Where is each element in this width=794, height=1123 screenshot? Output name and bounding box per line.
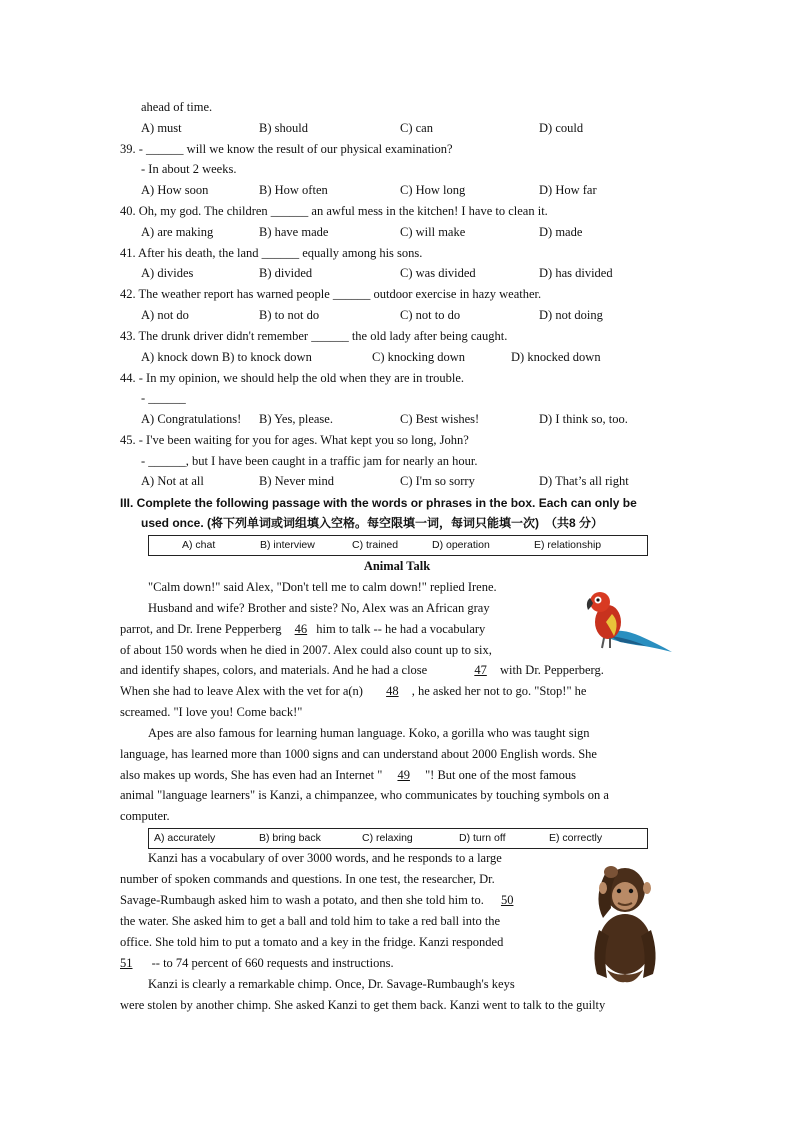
p2-line-5: computer. <box>120 809 170 823</box>
q44-option-c: C) Best wishes! <box>400 412 480 426</box>
p4-line-2: were stolen by another chimp. She asked Kanzi to get them back. Kanzi went to talk to the guilty <box>120 998 606 1012</box>
q43-stem: 43. The drunk driver didn't remember ______ the old lady after being caught. <box>120 329 508 343</box>
p2-line-3a: also makes up words, She has even had an Internet " <box>120 768 383 782</box>
p1-line-3a: parrot, and Dr. Irene Pepperberg <box>120 622 282 636</box>
q42-option-b: B) to not do <box>259 308 320 322</box>
p1-line-5a: and identify shapes, colors, and materials. And he had a close <box>120 663 428 677</box>
blank-50: 50 <box>500 893 514 907</box>
q41-option-b: B) divided <box>259 266 313 280</box>
word-box-2-item: B) bring back <box>259 832 321 844</box>
blank-48: 48 <box>386 684 399 698</box>
p2-line-4: animal "language learners" is Kanzi, a chimpanzee, who communicates by touching symbols on a <box>120 788 609 802</box>
q40-option-b: B) have made <box>259 225 329 239</box>
blank-47: 47 <box>474 663 487 677</box>
q42-option-d: D) not doing <box>539 308 603 322</box>
q40-option-c: C) will make <box>400 225 466 239</box>
q39-option-c: C) How long <box>400 183 466 197</box>
p1-line-1: "Calm down!" said Alex, "Don't tell me to calm down!" replied Irene. <box>148 580 497 594</box>
p3-line-1: Kanzi has a vocabulary of over 3000 words, and he responds to a large <box>148 851 502 865</box>
word-box-2-item: C) relaxing <box>362 832 413 844</box>
p3-line-5: office. She told him to put a tomato and a key in the fridge. Kanzi responded <box>120 935 504 949</box>
q44-reply: - ______ <box>141 391 186 405</box>
chimpanzee-picture <box>589 858 661 986</box>
q41-option-d: D) has divided <box>539 266 613 280</box>
word-box-2-item: E) correctly <box>549 832 603 844</box>
p2-line-3 <box>120 767 576 783</box>
q40-option-a: A) are making <box>141 225 214 239</box>
q41-option-c: C) was divided <box>400 266 476 280</box>
q43-option-d: D) knocked down <box>511 350 601 364</box>
q44-stem: 44. - In my opinion, we should help the old when they are in trouble. <box>120 371 465 385</box>
p3-line-4: the water. She asked him to get a ball and told him to take a red ball into the <box>120 914 501 928</box>
q45-option-c: C) I'm so sorry <box>400 474 475 488</box>
p3-line-6 <box>120 955 394 971</box>
blank-51: 51 <box>120 956 133 970</box>
q38-option-b: B) should <box>259 121 308 135</box>
q42-option-a: A) not do <box>141 308 189 322</box>
p2-line-2: language, has learned more than 1000 signs and can understand about 2000 English words. She <box>120 747 597 761</box>
word-box-2 <box>148 828 648 849</box>
p1-line-2: Husband and wife? Brother and siste? No, Alex was an African gray <box>148 601 490 615</box>
p3-line-2: number of spoken commands and questions. In one test, the researcher, Dr. <box>120 872 495 886</box>
word-box-1-item: A) chat <box>182 539 216 551</box>
q39-stem: 39. - ______ will we know the result of our physical examination? <box>120 142 453 156</box>
p3-line-3 <box>120 892 515 908</box>
q43-option-c: C) knocking down <box>372 350 466 364</box>
section-3-heading: III. Complete the following passage with the words or phrases in the box. Each can only be <box>120 496 637 510</box>
passage-title: Animal Talk <box>363 559 431 573</box>
q45-option-a: A) Not at all <box>141 474 204 488</box>
parrot-picture <box>584 588 674 654</box>
q39-option-a: A) How soon <box>141 183 209 197</box>
word-box-1-item: B) interview <box>260 539 315 551</box>
p1-line-4: of about 150 words when he died in 2007. Alex could also count up to six, <box>120 643 492 657</box>
p1-line-3 <box>120 621 485 637</box>
p1-line-5b: with Dr. Pepperberg. <box>499 663 604 677</box>
p3-line-3a: Savage-Rumbaugh asked him to wash a potato, and then she told him to. <box>120 893 484 907</box>
q38-option-c: C) can <box>400 121 433 135</box>
word-box-1-item: E) relationship <box>534 539 602 551</box>
q41-stem: 41. After his death, the land ______ equally among his sons. <box>120 246 423 260</box>
q39-option-b: B) How often <box>259 183 328 197</box>
q42-stem: 42. The weather report has warned people ______ outdoor exercise in hazy weather. <box>120 287 542 301</box>
word-box-1-item: C) trained <box>352 539 399 551</box>
q39-reply: - In about 2 weeks. <box>141 162 237 176</box>
blank-46: 46 <box>294 622 308 636</box>
q39-option-d: D) How far <box>539 183 597 197</box>
p4-line-1: Kanzi is clearly a remarkable chimp. Once, Dr. Savage-Rumbaugh's keys <box>148 977 515 991</box>
word-box-2-item: D) turn off <box>459 832 506 844</box>
p1-line-3b: him to talk -- he had a vocabulary <box>316 622 486 636</box>
section-3-heading-cont: used once. (将下列单词或词组填入空格。每空限填一词，每词只能填一次) （共8 分） <box>141 516 604 530</box>
q44-option-a: A) Congratulations! <box>141 412 242 426</box>
q42-option-c: C) not to do <box>400 308 461 322</box>
q38-continuation: ahead of time. <box>141 100 213 114</box>
q41-option-a: A) divides <box>141 266 194 280</box>
p1-line-6a: When she had to leave Alex with the vet for a(n) <box>120 684 363 698</box>
q45-stem: 45. - I've been waiting for you for ages. What kept you so long, John? <box>120 433 469 447</box>
q38-option-d: D) could <box>539 121 584 135</box>
p1-line-6 <box>120 683 586 699</box>
word-box-1 <box>148 535 648 556</box>
p2-line-1: Apes are also famous for learning human language. Koko, a gorilla who was taught sign <box>148 726 590 740</box>
p1-line-5 <box>120 662 604 678</box>
q44-option-d: D) I think so, too. <box>539 412 628 426</box>
q43-option-ab: A) knock down B) to knock down <box>141 350 312 364</box>
q44-option-b: B) Yes, please. <box>259 412 333 426</box>
word-box-1-item: D) operation <box>432 539 490 551</box>
q38-option-a: A) must <box>141 121 182 135</box>
q40-stem: 40. Oh, my god. The children ______ an awful mess in the kitchen! I have to clean it. <box>120 204 548 218</box>
q45-option-b: B) Never mind <box>259 474 334 488</box>
q45-reply: - ______, but I have been caught in a traffic jam for nearly an hour. <box>141 454 478 468</box>
p2-line-3b: "! But one of the most famous <box>425 768 576 782</box>
blank-49: 49 <box>397 768 410 782</box>
word-box-2-item: A) accurately <box>154 832 216 844</box>
p3-line-6b: -- to 74 percent of 660 requests and instructions. <box>151 956 394 970</box>
p1-line-6b: , he asked her not to go. "Stop!" he <box>411 684 587 698</box>
q40-option-d: D) made <box>539 225 583 239</box>
p1-line-7: screamed. "I love you! Come back!" <box>120 705 303 719</box>
q45-option-d: D) That’s all right <box>539 474 629 488</box>
